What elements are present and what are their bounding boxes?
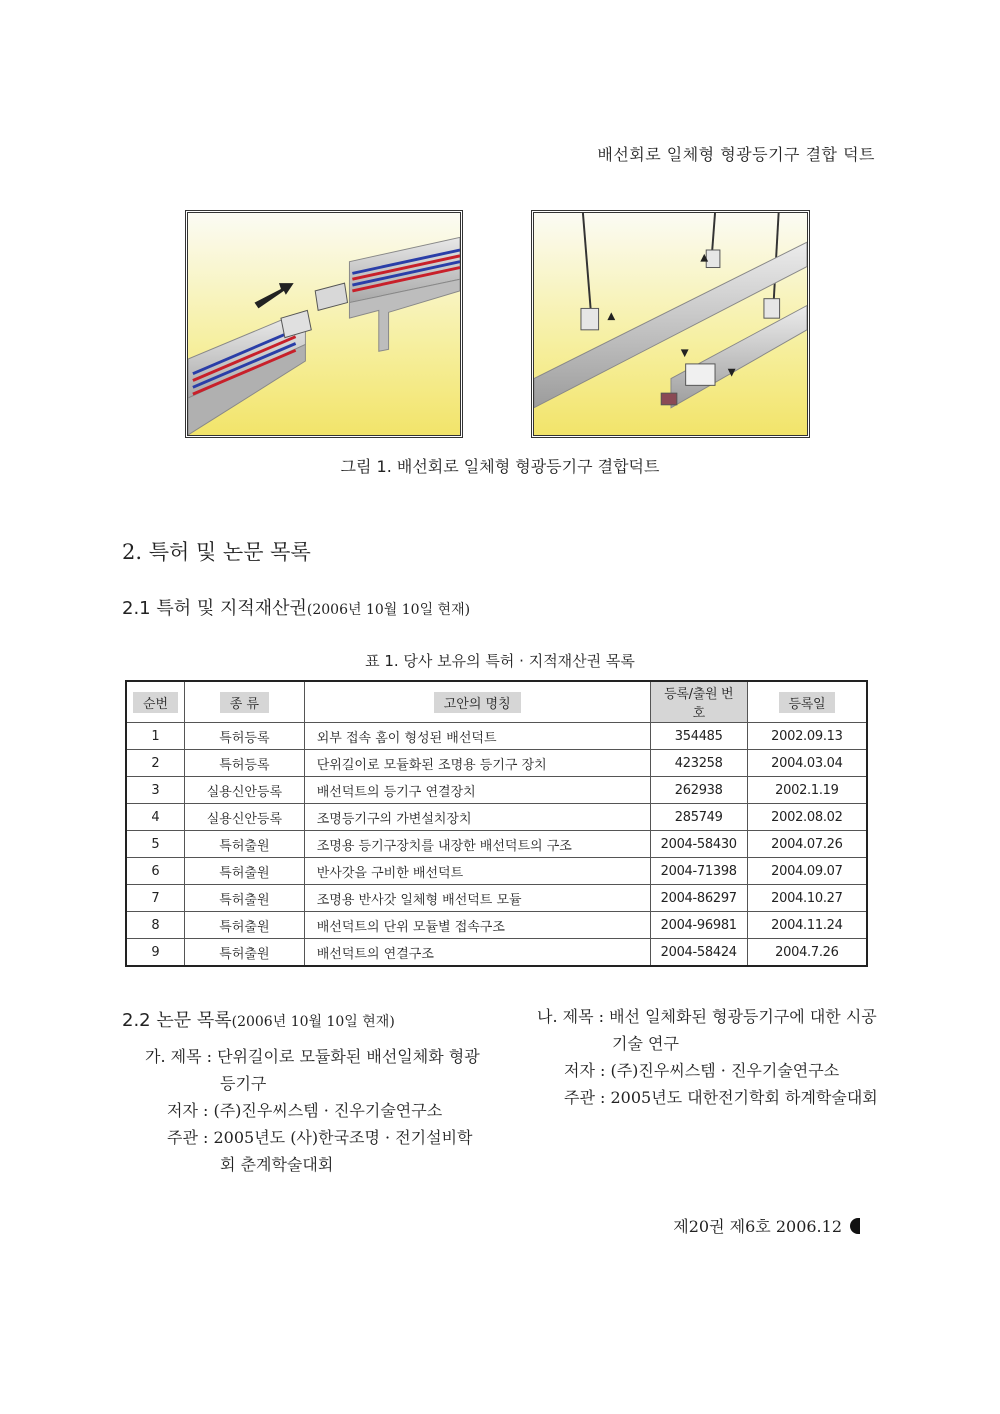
paper-a-title-cont: 등기구 — [220, 1074, 267, 1093]
subsection-patents-date: (2006년 10월 10일 현재) — [306, 602, 471, 618]
subsection-papers-title — [122, 1006, 395, 1032]
figure-suspended-duct-image — [531, 210, 810, 438]
figure-duct-connector-image — [185, 210, 463, 438]
table-row: 4 실용신안등록 조명등기구의 가변설치장치 285749 2002.08.02 — [126, 804, 867, 831]
paper-b-authors: 저자 : (주)진우씨스템 · 진우기술연구소 — [564, 1061, 840, 1080]
section-title: 2. 특허 및 논문 목록 — [122, 540, 311, 564]
subsection-papers-label: 2.2 논문 목록 — [122, 1010, 232, 1031]
table-row: 9 특허출원 배선덕트의 연결구조 2004-58424 2004.7.26 — [126, 939, 867, 967]
table-row: 6 특허출원 반사갓을 구비한 배선덕트 2004-71398 2004.09.07 — [126, 858, 867, 885]
figure-caption: 그림 1. 배선회로 일체형 형광등기구 결합덕트 — [340, 457, 660, 476]
table-row: 5 특허출원 조명용 등기구장치를 내장한 배선덕트의 구조 2004-58430 2004.07.26 — [126, 831, 867, 858]
subsection-patents-title — [122, 594, 470, 620]
table-row: 3 실용신안등록 배선덕트의 등기구 연결장치 262938 2002.1.19 — [126, 777, 867, 804]
paper-a-host: 주관 : 2005년도 (사)한국조명 · 전기설비학 — [167, 1128, 473, 1147]
header-title: 고안의 명칭 — [304, 681, 650, 723]
header-number: 등록/출원 번호 — [650, 681, 747, 723]
footer — [673, 1214, 860, 1237]
footer-issue: 제20권 제6호 2006.12 — [673, 1217, 842, 1236]
header-date: 등록일 — [747, 681, 867, 723]
header-no: 순번 — [126, 681, 185, 723]
table-row: 2 특허등록 단위길이로 모듈화된 조명용 등기구 장치 423258 2004.03.04 — [126, 750, 867, 777]
paper-b-host: 주관 : 2005년도 대한전기학회 하계학술대회 — [564, 1088, 878, 1107]
paper-a-authors: 저자 : (주)진우씨스템 · 진우기술연구소 — [167, 1101, 443, 1120]
paper-b-title-cont: 기술 연구 — [612, 1034, 679, 1053]
paper-a-title: 가. 제목 : 단위길이로 모듈화된 배선일체화 형광 — [145, 1047, 480, 1066]
paper-entry-b — [537, 1003, 882, 1111]
paper-a-host-cont: 회 춘계학술대회 — [220, 1155, 334, 1174]
header-type: 종 류 — [185, 681, 305, 723]
table-caption: 표 1. 당사 보유의 특허 · 지적재산권 목록 — [365, 652, 635, 670]
patents-table — [125, 680, 868, 967]
table-header-row — [126, 681, 867, 723]
crescent-icon — [850, 1218, 860, 1234]
table-row: 7 특허출원 조명용 반사갓 일체형 배선덕트 모듈 2004-86297 2004.10.27 — [126, 885, 867, 912]
paper-entry-a — [145, 1043, 505, 1178]
subsection-papers-date: (2006년 10월 10일 현재) — [231, 1014, 395, 1030]
running-head: 배선회로 일체형 형광등기구 결합 덕트 — [597, 145, 875, 164]
paper-b-title: 나. 제목 : 배선 일체화된 형광등기구에 대한 시공 — [537, 1007, 877, 1026]
table-row: 1 특허등록 외부 접속 홈이 형성된 배선덕트 354485 2002.09.13 — [126, 723, 867, 750]
subsection-patents-label: 2.1 특허 및 지적재산권 — [122, 598, 307, 619]
table-row: 8 특허출원 배선덕트의 단위 모듈별 접속구조 2004-96981 2004.11.24 — [126, 912, 867, 939]
